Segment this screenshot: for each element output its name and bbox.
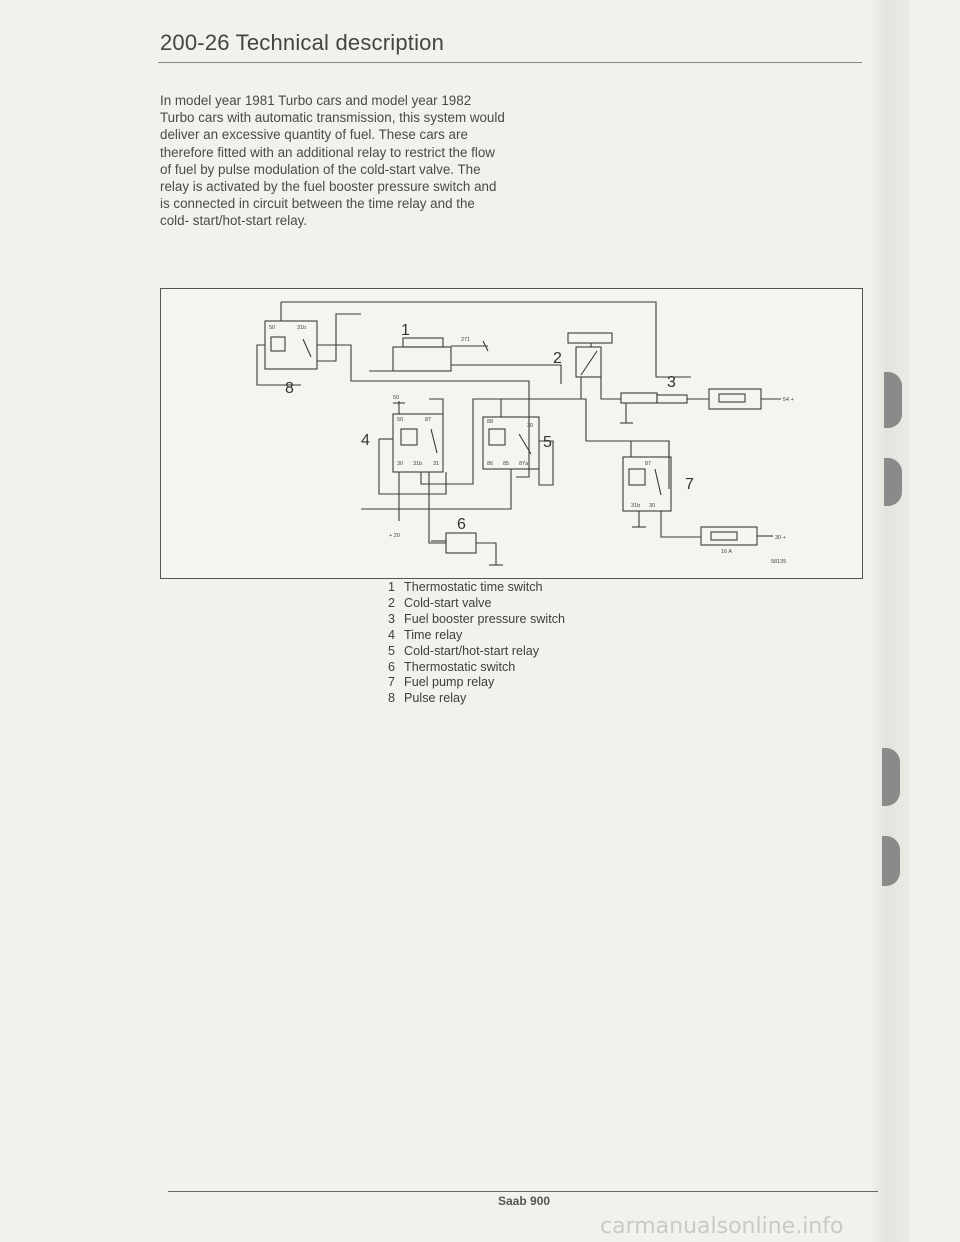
terminal-label: 16 A [721,549,733,555]
terminal-label: 31b [413,461,423,467]
callout-3: 3 [667,374,676,391]
legend-item: 6 Thermostatic switch [388,659,516,674]
callout-4: 4 [361,432,370,449]
wiring-diagram [160,288,863,579]
terminal-label: 87a [519,461,529,467]
callout-1: 1 [401,322,410,339]
section-tab [884,372,902,428]
section-tab [882,836,900,886]
footer-brand: Saab 900 [498,1194,551,1208]
legend-item: 2 Cold-start valve [388,595,492,610]
terminal-label: 271 [461,337,471,343]
terminal-label: 88 [487,419,494,425]
page-edge-shadow [870,0,910,1242]
terminal-label: 54 + [783,397,794,403]
callout-2: 2 [553,350,562,367]
callout-7: 7 [685,476,694,493]
legend-item: 5 Cold-start/hot-start relay [388,643,540,658]
terminal-label: 86 [487,461,494,467]
terminal-label: 31b [631,503,641,509]
terminal-label: 50 [397,417,404,423]
body-paragraph: In model year 1981 Turbo cars and model year 1982 Turbo cars with automatic transmission, this system would deliver an excessive quantity of fuel. These cars are therefore fitted with an additional relay to restrict the flow of fuel by pulse modulation of the cold-start valve. The relay is activated by the fuel booster pressure switch and is connected in circuit between the time relay and the cold- start/hot-start relay. [160,93,505,229]
watermark: carmanualsonline.info [600,1214,844,1239]
terminal-label: 31 [433,461,440,467]
legend-item: 7 Fuel pump relay [388,675,495,690]
wiring-diagram-svg [161,289,864,580]
section-tab [882,748,900,806]
callout-5: 5 [543,434,552,451]
terminal-label: 87 [645,461,652,467]
footer-divider [168,1191,878,1192]
legend-item: 1 Thermostatic time switch [388,580,543,594]
callout-8: 8 [285,380,294,397]
header-divider [158,62,862,63]
terminal-label: + 20 [389,533,400,539]
legend-item: 4 Time relay [388,627,463,642]
terminal-label: 31b [297,325,307,331]
terminal-label: 50 [269,325,276,331]
terminal-label: 50 [393,395,400,401]
callout-6: 6 [457,516,466,533]
terminal-label: 87 [425,417,432,423]
terminal-label: 30 [397,461,404,467]
page-title: 200-26 Technical description [160,30,445,55]
terminal-label: 30 + [775,535,786,541]
figure-reference: 58135 [771,559,787,565]
section-tab [884,458,902,506]
legend-item: 8 Pulse relay [388,691,467,706]
terminal-label: 30 [649,503,656,509]
legend-item: 3 Fuel booster pressure switch [388,611,565,626]
terminal-label: 30 [527,423,534,429]
terminal-label: 85 [503,461,510,467]
diagram-legend [388,580,565,707]
